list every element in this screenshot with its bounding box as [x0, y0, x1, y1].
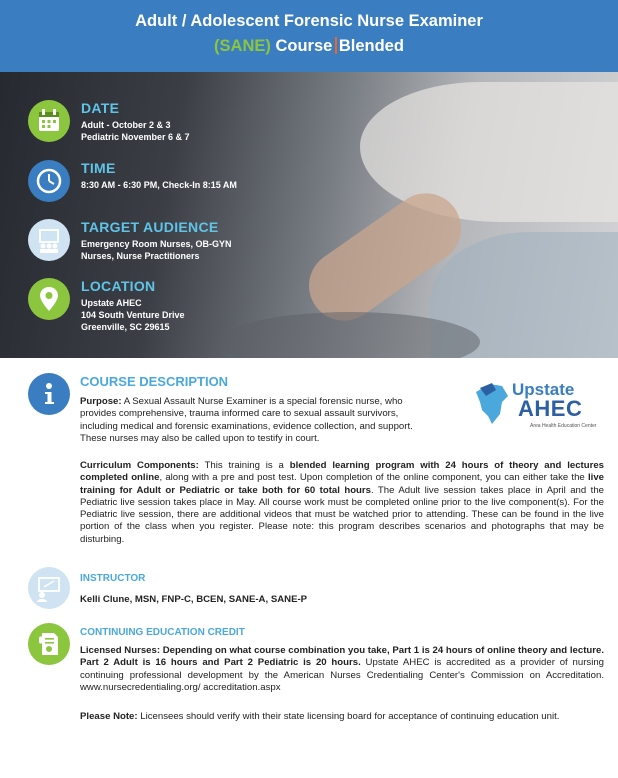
date-adult: Adult - October 2 & 3 [81, 120, 171, 130]
purpose-line1: Purpose: A Sexual Assault Nurse Examiner is a special forensic nurse, who [80, 396, 403, 407]
group-icon [28, 219, 70, 261]
info-icon [28, 373, 70, 415]
logo-tagline: Area Health Education Center [530, 423, 597, 429]
hero-photo [0, 72, 618, 358]
location-city: Greenville, SC 29615 [81, 322, 170, 332]
location-pin-icon [28, 278, 70, 320]
date-title: DATE [81, 100, 120, 116]
logo-upstate: Upstate [512, 380, 575, 399]
ce-credit-title: CONTINUING EDUCATION CREDIT [80, 627, 245, 638]
curriculum-live-highlight: live training for Adult or Pediatric or take both for 60 total hours [80, 472, 604, 496]
curriculum-label: Curriculum Components: [80, 460, 199, 471]
date-pediatric: Pediatric November 6 & 7 [81, 132, 190, 142]
page-title-line1: Adult / Adolescent Forensic Nurse Examiner [135, 12, 483, 30]
ce-accreditation-text: Upstate AHEC is accredited as a provider of nursing continuing professional development by the American Nurses Credentialing Center's Commission on Accreditation. www.nursecredentialing.org/ accreditation.aspx [80, 657, 604, 693]
time-title: TIME [81, 160, 116, 176]
header-banner [0, 0, 618, 72]
instructor-icon [28, 567, 70, 609]
curriculum-blended-highlight: blended learning program with 24 hours of theory and lectures completed online [80, 460, 604, 484]
ce-credit-paragraph [80, 645, 604, 694]
audience-title: TARGET AUDIENCE [81, 219, 219, 235]
title-blended-label: Blended [338, 37, 404, 55]
instructor-title: INSTRUCTOR [80, 573, 146, 584]
purpose-line2: provides comprehensive, trauma informed care to sexual assault survivors, [80, 408, 399, 420]
clock-icon [28, 160, 70, 202]
location-street: 104 South Venture Drive [81, 310, 185, 320]
audience-line2: Nurses, Nurse Practitioners [81, 251, 200, 261]
course-description-title: COURSE DESCRIPTION [80, 374, 229, 389]
title-sane-label: (SANE) [214, 37, 271, 55]
ce-licensed-nurses: Licensed Nurses: Depending on what course combination you take, Part 1 is 24 hours of online theory and lecture. Part 2 Adult is 16 hours and Part 2 Pediatric is 20 hours. [80, 645, 604, 669]
ce-note-label: Please Note: [80, 711, 138, 722]
page-title-line2 [0, 37, 618, 56]
logo-ahec: AHEC [518, 396, 583, 421]
calendar-icon [28, 100, 70, 142]
time-value: 8:30 AM - 6:30 PM, Check-In 8:15 AM [81, 180, 237, 190]
photo-bed-sheet [360, 82, 618, 222]
curriculum-paragraph: Curriculum Components: This training is a blended learning program with 24 hours of theory and lectures completed online, along with a pre and post test. Upon completion of the online component, you can either take the live training for Adult or Pediatric or take both for 60 total hours. The Adult live session takes place in April and the Pediatric live session takes place in May. All course work must be completed online prior to the live component(s). For the Pediatric live session, there are additional videos that must be watched prior to attending. These can be found in the live portion of the class when you register. Please note: this program describes scenarios and photographs that may be disturbing. [80, 460, 604, 545]
audience-line1: Emergency Room Nurses, OB-GYN [81, 239, 232, 249]
title-course-label: Course [275, 37, 333, 55]
purpose-line3: including medical and forensic examinations, evidence collection, and support. [80, 420, 413, 432]
instructor-name: Kelli Clune, MSN, FNP-C, BCEN, SANE-A, SANE-P [80, 594, 308, 605]
location-title: LOCATION [81, 278, 156, 294]
upstate-ahec-logo [472, 380, 604, 432]
purpose-line4: These nurses may also be called upon to testify in court. [80, 432, 320, 444]
title-divider [335, 37, 337, 54]
purpose-label: Purpose: [80, 396, 122, 407]
ce-please-note: Please Note: Licensees should verify with their state licensing board for acceptance of continuing education unit. [80, 711, 560, 722]
certificate-icon [28, 623, 70, 665]
location-name: Upstate AHEC [81, 298, 142, 308]
